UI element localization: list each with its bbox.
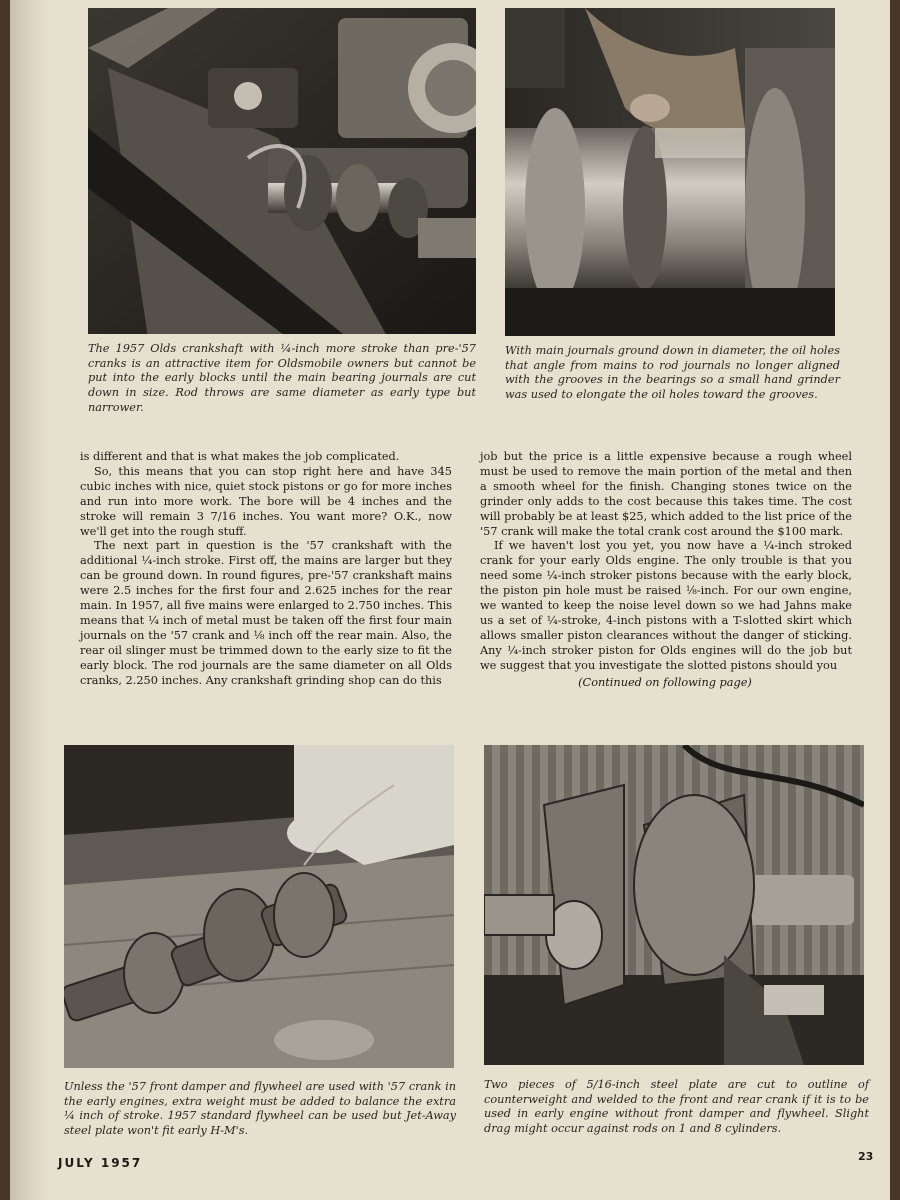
photo-caption-2: With main journals ground down in diameter, the oil holes that angle from mains to rod journals no longer aligned with the grooves in the bearings so a small hand grinder was used to elongate the oil holes toward the grooves.	[505, 344, 840, 402]
crankshaft-balancer-illustration	[484, 745, 864, 1065]
photo-caption-3: Unless the '57 front damper and flywheel are used with '57 crank in the early engines, extra weight must be added to balance the extra ¼ inch of stroke. 1957 standard flywheel can be used but Jet-Away steel plate won't fit early H-M's.	[64, 1080, 456, 1138]
page-number: 23	[858, 1150, 874, 1163]
continued-note: (Continued on following page)	[578, 676, 752, 689]
article-paragraph: If we haven't lost you yet, you now have a ¼-inch stroked crank for your early Olds engine. The only trouble is that you need some ¼-inch stroker pistons because with the early block, the piston pin hole must be raised ⅛-inch. For our own engine, we wanted to keep the noise level down so we had Jahns make us a set of ¼-stroke, 4-inch pistons with a T-slotted skirt which allows smaller piston clearances without the danger of sticking. Any ¼-inch stroker piston for Olds engines will do the job but we suggest that you investigate the slotted pistons should you	[480, 539, 852, 672]
photo-crankshaft-grinding	[88, 8, 476, 334]
crankshaft-grinding-illustration	[88, 8, 476, 334]
photo-oil-hole-grinding	[505, 8, 835, 336]
article-paragraph: The next part in question is the '57 crankshaft with the additional ¼-inch stroke. First off, the mains are larger but they can be ground down. In round figures, pre-'57 crankshaft mains were 2.5 inches for the first four and 2.625 inches for the rear main. In 1957, all five mains were enlarged to 2.750 inches. This means that ¼ inch of metal must be taken off the first four main journals on the '57 crank and ⅛ inch off the rear main. Also, the rear oil slinger must be trimmed down to the early size to fit the early block. The rod journals are the same diameter on all Olds cranks, 2.250 inches. Any crankshaft grinding shop can do this	[80, 539, 452, 687]
crankshaft-bench-illustration	[64, 745, 454, 1068]
photo-crankshaft-bench	[64, 745, 454, 1068]
article-paragraph: is different and that is what makes the job complicated.	[80, 450, 400, 463]
article-left-column	[80, 450, 452, 689]
photo-caption-4: Two pieces of 5/16-inch steel plate are cut to outline of counterweight and welded to the front and rear crank if it is to be used in early engine without front damper and flywheel. Slight drag might occur against rods on 1 and 8 cylinders.	[484, 1078, 869, 1136]
article-paragraph: So, this means that you can stop right here and have 345 cubic inches with nice, quiet stock pistons or go for more inches and run into more work. The bore will be 4 inches and the stroke will remain 3 7/16 inches. You want more? O.K., now we'll get into the rough stuff.	[80, 464, 452, 538]
article-paragraph: job but the price is a little expensive because a rough wheel must be used to remove the main portion of the metal and then a smooth wheel for the finish. Changing stones twice on the grinder only adds to the cost because this takes time. The cost will probably be at least $25, which added to the list price of the '57 crank will make the total crank cost around the $100 mark.	[480, 450, 852, 538]
photo-crankshaft-balancer	[484, 745, 864, 1065]
page-gutter	[10, 0, 50, 1200]
oil-hole-grinding-illustration	[505, 8, 835, 336]
issue-date: JULY 1957	[58, 1156, 143, 1170]
photo-caption-1: The 1957 Olds crankshaft with ¼-inch more stroke than pre-'57 cranks is an attractive item for Oldsmobile owners but cannot be put into the early blocks until the main bearing journals are cut down in size. Rod throws are same diameter as early type but narrower.	[88, 342, 476, 414]
article-right-column	[480, 450, 852, 674]
